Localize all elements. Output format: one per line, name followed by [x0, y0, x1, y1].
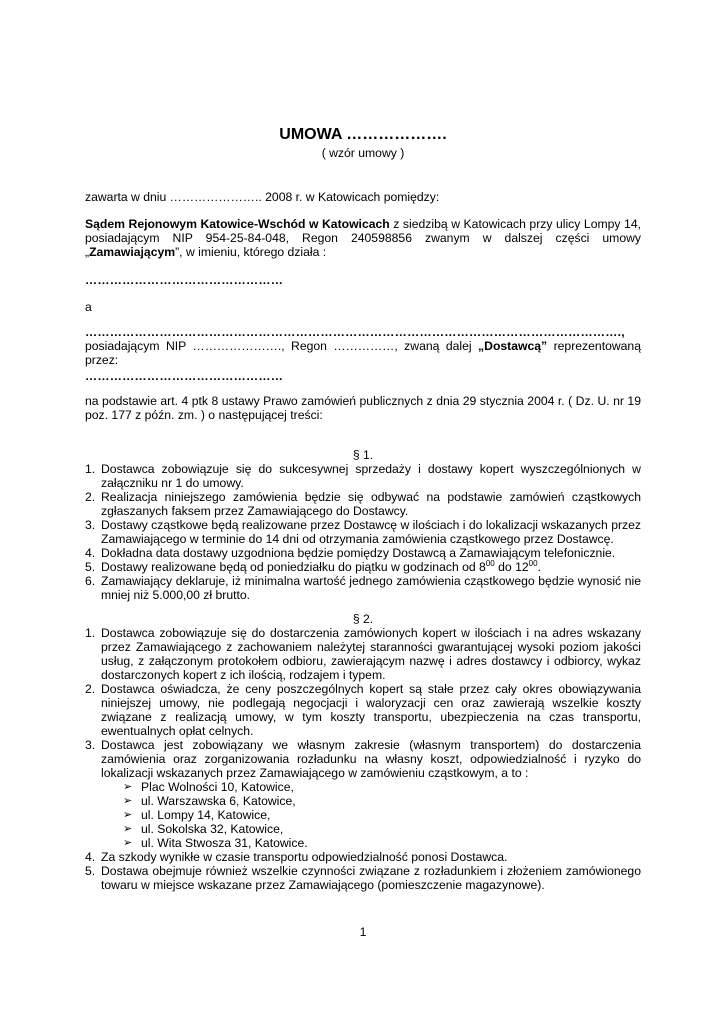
item-text: Dokładna data dostawy uzgodniona będzie pomiędzy Dostawcą a Zamawiającym telefonicznie. — [101, 546, 616, 560]
item-number: 1. — [85, 462, 96, 476]
time-superscript: 00 — [528, 558, 538, 568]
section-1-item — [85, 560, 641, 574]
party1-text-b: ”, w imieniu, którego działa : — [175, 245, 327, 259]
section-1-list — [85, 462, 641, 602]
item-number: 3. — [85, 518, 96, 532]
location-item — [123, 822, 641, 836]
section-1-item — [85, 546, 641, 560]
delivery-locations-list — [101, 780, 641, 850]
location-text: ul. Sokolska 32, Katowice, — [141, 822, 284, 836]
item-number: 4. — [85, 850, 96, 864]
item-text: Dostawca zobowiązuje się do sukcesywnej sprzedaży i dostawy kopert wyszczególnionych w załączniku nr 1 do umowy. — [101, 462, 641, 490]
arrowhead-bullet-icon: ➢ — [123, 823, 133, 835]
party1-text-a: z siedzibą w Katowicach przy ulicy Lompy 14, posiadającym NIP 954-25-84-048, Regon 240598856 zwanym w dalszej części umowy „ — [85, 217, 641, 259]
contract-date-line: zawarta w dniu ………………….. 2008 r. w Katowicach pomiędzy: — [85, 190, 440, 204]
item-number: 2. — [85, 682, 96, 696]
item-text: Zamawiający deklaruje, iż minimalna wartość jednego zamówienia cząstkowego będzie wynosić nie mniej niż 5.000,00 zł brutto. — [101, 574, 641, 602]
section-2-item — [85, 850, 641, 864]
location-item — [123, 836, 641, 850]
time-superscript: 00 — [485, 558, 495, 568]
location-text: ul. Warszawska 6, Katowice, — [141, 794, 296, 808]
arrowhead-bullet-icon: ➢ — [123, 809, 133, 821]
section-2-item — [85, 738, 641, 850]
location-item — [123, 780, 641, 794]
document-title: UMOWA ………………. — [279, 126, 447, 143]
item-text: Dostawy cząstkowe będą realizowane przez Dostawcę w ilościach i do lokalizacji wskazanych przez Zamawiającego w terminie do 14 dni od otrzymania zamówienia cząstkowego przez Dostawcę. — [101, 518, 641, 546]
representative2-placeholder: ………………………………………… — [85, 369, 284, 383]
item-number: 6. — [85, 574, 96, 588]
item-number: 5. — [85, 560, 96, 574]
item-text: Dostawca jest zobowiązany we własnym zakresie (własnym transportem) do dostarczenia zamówienia oraz zorganizowania rozładunku na własny koszt, odpowiedzialność i ryzyko do lokalizacji wskazanych przez Zamawiającego w zamówieniu cząstkowym, a to : — [101, 738, 641, 780]
party1-name: Sądem Rejonowym Katowice-Wschód w Katowicach — [85, 217, 390, 231]
section-1-item — [85, 518, 641, 546]
item-text: Dostawca oświadcza, że ceny poszczególnych kopert są stałe przez cały okres obowiązywania niniejszej umowy, nie podlegają negocjacji i waloryzacji cen oraz zawierają wszelkie koszty związane z realizacją umowy, w tym koszty transportu, ubezpieczenia na czas transportu, ewentualnych opłat celnych. — [101, 682, 641, 738]
party2-text-a: posiadającym NIP …………………., Regon ……………, zwaną dalej — [85, 339, 479, 353]
section-2-item — [85, 626, 641, 682]
party1-alias: Zamawiającym — [89, 245, 176, 259]
party1-paragraph — [85, 217, 641, 259]
location-text: ul. Lompy 14, Katowice, — [141, 808, 271, 822]
section-2-item — [85, 864, 641, 892]
location-text: Plac Wolności 10, Katowice, — [141, 780, 294, 794]
item-text-b: do 12 — [494, 560, 529, 574]
party2-alias: „Dostawcą” — [478, 339, 548, 353]
location-text: ul. Wita Stwosza 31, Katowice. — [141, 836, 308, 850]
item-text: Za szkody wynikłe w czasie transportu odpowiedzialność ponosi Dostawca. — [101, 850, 508, 864]
item-text-a: Dostawy realizowane będą od poniedziałku do piątku w godzinach od 8 — [101, 560, 486, 574]
document-page — [85, 0, 641, 1024]
item-number: 4. — [85, 546, 96, 560]
section-2-list — [85, 626, 641, 892]
item-text: Dostawca zobowiązuje się do dostarczenia zamówionych kopert w ilościach i na adres wskazany przez Zamawiającego z zachowaniem należytej staranności gwarantującej wysoki poziom jakości usług, z załączonym protokołem odbioru, zawierającym nazwę i adres dostawcy i odbiorcy, wykaz dostarczonych kopert z ich ilością, rodzajem i typem. — [101, 626, 641, 682]
section-2-item — [85, 682, 641, 738]
party2-paragraph — [85, 325, 641, 367]
item-text: Dostawa obejmuje również wszelkie czynności związane z rozładunkiem i złożeniem zamówionego towaru w miejsce wskazane przez Zamawiającego (pomieszczenie magazynowe). — [101, 864, 641, 892]
page-number: 1 — [359, 925, 367, 939]
item-number: 3. — [85, 738, 96, 752]
arrowhead-bullet-icon: ➢ — [123, 837, 133, 849]
section-2-title: § 2. — [352, 612, 374, 626]
legal-basis-paragraph: na podstawie art. 4 ptk 8 ustawy Prawo zamówień publicznych z dnia 29 stycznia 2004 r. ( Dz. U. nr 19 poz. 177 z późn. zm. ) o następującej treści: — [85, 394, 641, 422]
section-1-item — [85, 462, 641, 490]
arrowhead-bullet-icon: ➢ — [123, 795, 133, 807]
location-item — [123, 808, 641, 822]
section-1-title: § 1. — [352, 448, 374, 462]
location-item — [123, 794, 641, 808]
item-text-c: . — [537, 560, 541, 574]
document-subtitle: ( wzór umowy ) — [321, 146, 405, 160]
item-text: Realizacja niniejszego zamówienia będzie się odbywać na podstawie zamówień cząstkowych zgłaszanych faksem przez Zamawiającego do Dostawcy. — [101, 490, 641, 518]
and-connector: a — [85, 300, 92, 314]
party2-text-b: reprezentowaną przez: — [85, 339, 641, 367]
item-number: 2. — [85, 490, 96, 504]
party2-name-placeholder: …………………………………………………………………………………………………………………., — [85, 325, 625, 339]
arrowhead-bullet-icon: ➢ — [123, 781, 133, 793]
item-number: 5. — [85, 864, 96, 878]
representative1-placeholder: ………………………………………… — [85, 273, 284, 287]
item-number: 1. — [85, 626, 96, 640]
section-1-item — [85, 490, 641, 518]
section-1-item — [85, 574, 641, 602]
